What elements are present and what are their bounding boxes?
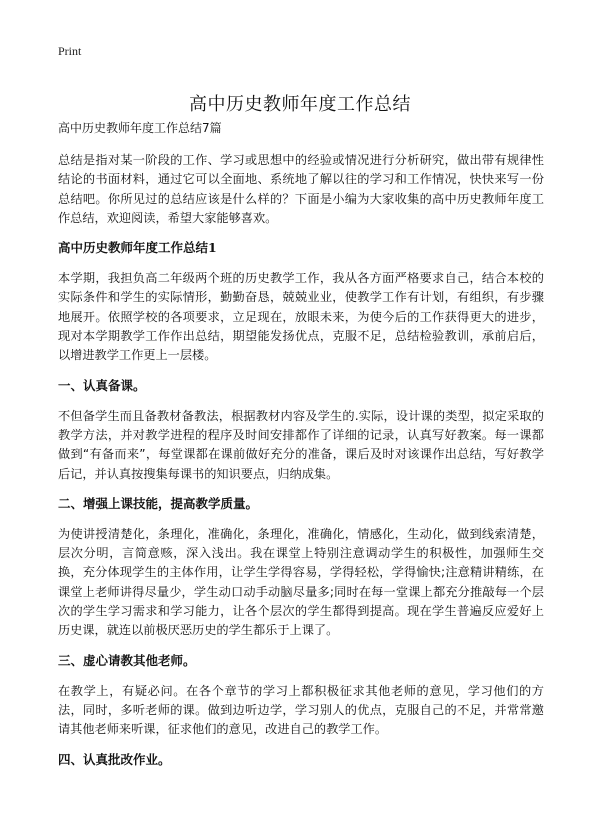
article-intro-paragraph: 本学期，我担负高二年级两个班的历史教学工作，我从各方面严格要求自己，结合本校的实际条件和学生的实际情形，勤勤奋恳，兢兢业业，使教学工作有计划，有组织，有步骤地展开。依照学校的各项要求，立足现在，放眼未来，为使今后的工作获得更大的进步，现对本学期教学工作作出总结，期望能发扬优点，克服不足，总结检验教训，承前启后，以增进教学工作更上一层楼。	[58, 271, 544, 363]
section-heading-1: 一、认真备课。	[58, 377, 146, 393]
page-title: 高中历史教师年度工作总结	[189, 94, 411, 116]
section-heading-3: 三、虚心请教其他老师。	[58, 652, 196, 668]
section-heading-2: 二、增强上课技能，提高教学质量。	[58, 495, 259, 511]
document-body	[58, 120, 544, 781]
section-heading-4: 四、认真批改作业。	[58, 751, 171, 767]
print-link[interactable]: Print	[58, 44, 82, 58]
intro-paragraph: 总结是指对某一阶段的工作、学习或思想中的经验或情况进行分析研究，做出带有规律性结论的书面材料，通过它可以全面地、系统地了解以往的学习和工作情况，快快来写一份总结吧。你所见过的总结应该是什么样的？下面是小编为大家收集的高中历史教师年度工作总结，欢迎阅读，希望大家能够喜欢。	[58, 153, 544, 225]
section-body-2: 为使讲授清楚化，条理化，准确化，条理化，准确化，情感化，生动化，做到线索清楚，层次分明，言简意赅，深入浅出。我在课堂上特别注意调动学生的积极性，加强师生交换，充分体现学生的主体作用，让学生学得容易，学得轻松，学得愉快;注意精讲精练，在课堂上老师讲得尽量少，学生动口动手动脑尽量多;同时在每一堂课上都充分推敲每一个层次的学生学习需求和学习能力，让各个层次的学生都得到提高。现在学生普遍反应爱好上历史课，就连以前极厌恶历史的学生都乐于上课了。	[58, 526, 544, 638]
article-heading: 高中历史教师年度工作总结1	[58, 240, 217, 256]
document-subtitle: 高中历史教师年度工作总结7篇	[58, 121, 222, 135]
section-body-1: 不但备学生而且备教材备教法，根据教材内容及学生的.实际，设计课的类型，拟定采取的教学方法，并对教学进程的程序及时间安排都作了详细的记录，认真写好教案。每一课都做到“有备而来”，每堂课都在课前做好充分的准备，课后及时对该课作出总结，写好教学后记，并认真按搜集每课书的知识要点，归纳成集。	[58, 408, 544, 481]
section-body-3: 在教学上，有疑必问。在各个章节的学习上都积极征求其他老师的意见，学习他们的方法，同时，多听老师的课。做到边听边学，学习别人的优点，克服自己的不足，并常常邀请其他老师来听课，征求他们的意见，改进自己的教学工作。	[58, 683, 544, 737]
